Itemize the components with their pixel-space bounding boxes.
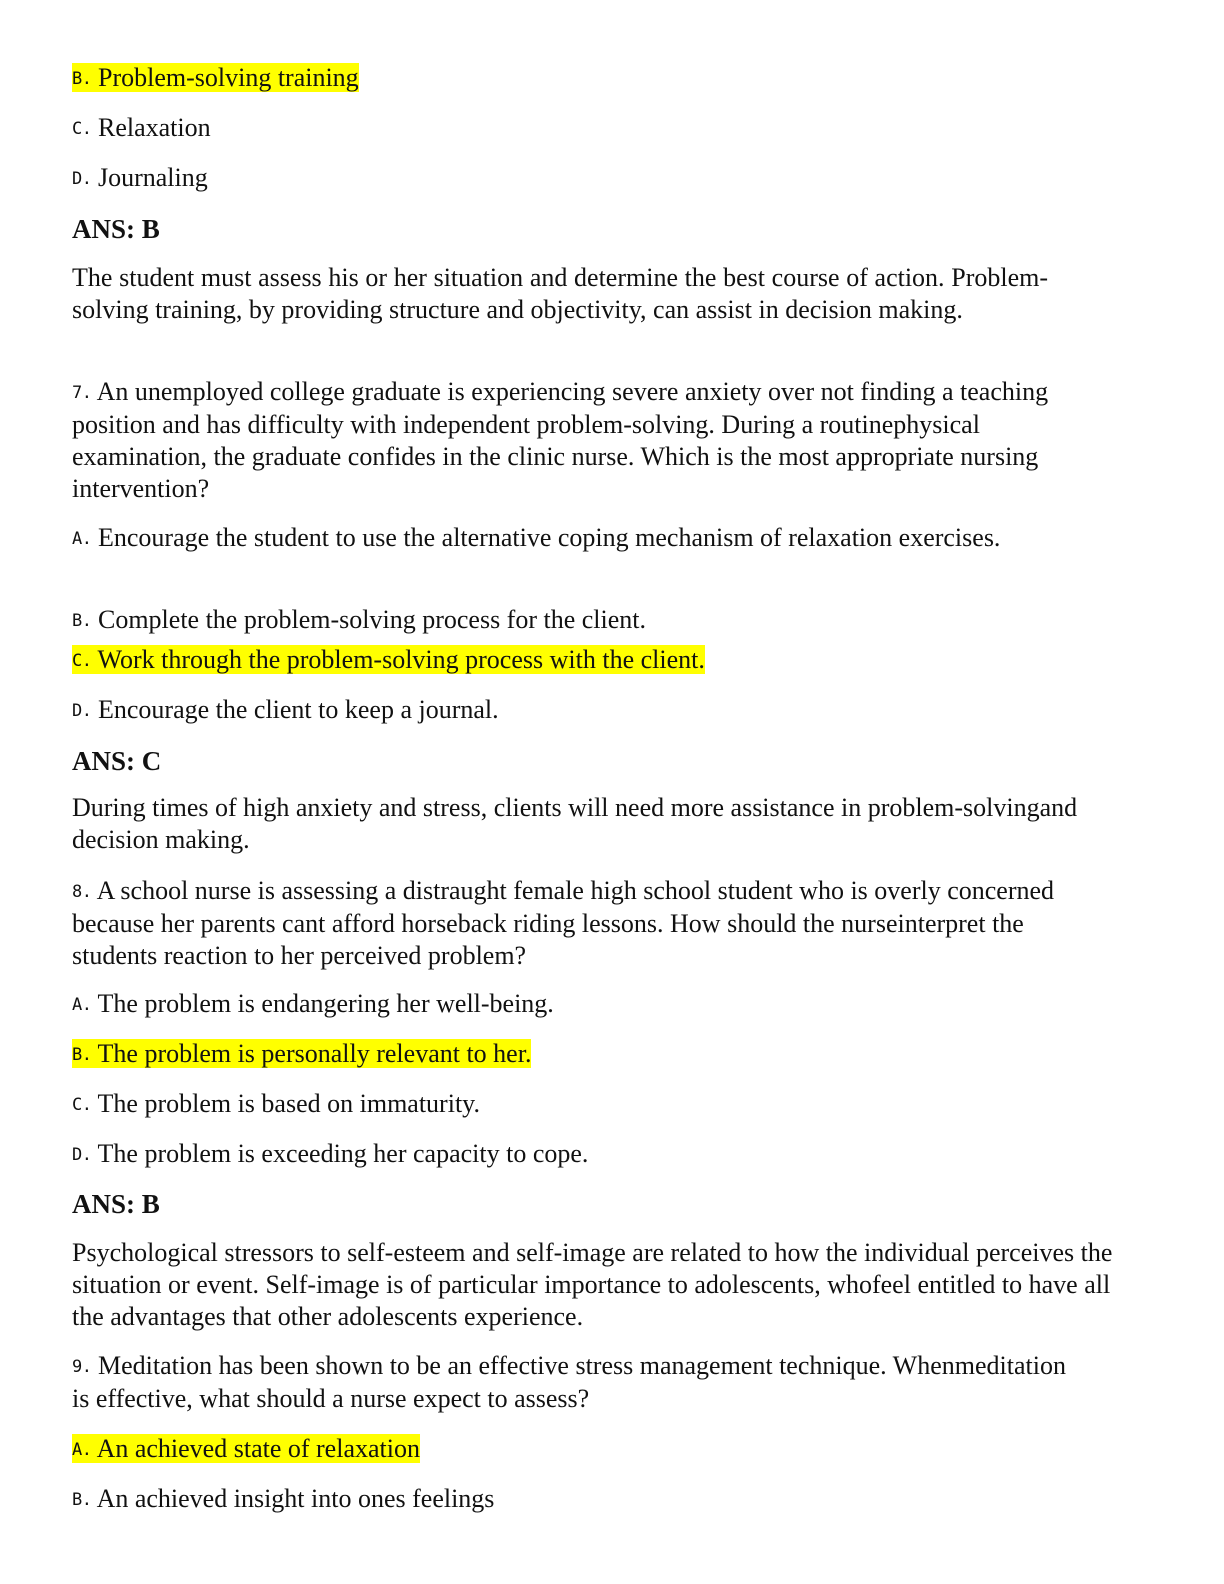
- option-label: A.: [72, 529, 92, 549]
- q8-option-b: [72, 1038, 531, 1071]
- option-text: Work through the problem-solving process with the client.: [97, 645, 705, 674]
- option-label: B.: [72, 1045, 92, 1065]
- option-text: An achieved state of relaxation: [96, 1434, 420, 1463]
- q8-option-d: [72, 1138, 588, 1171]
- q6-option-b: [72, 62, 359, 95]
- option-text: Relaxation: [97, 113, 211, 142]
- q7-stem: [72, 376, 1072, 505]
- option-label: C.: [72, 1095, 92, 1115]
- q8-option-a: [72, 988, 554, 1021]
- question-text: Meditation has been shown to be an effective stress management technique. Whenmeditation is effective, what should a nurse expect to assess?: [72, 1351, 1066, 1413]
- q9-option-a: [72, 1433, 420, 1466]
- option-text: Encourage the student to use the alternative coping mechanism of relaxation exercises.: [97, 523, 1001, 552]
- option-text: An achieved insight into ones feelings: [96, 1484, 495, 1513]
- q9-option-b: [72, 1483, 494, 1516]
- question-number: 8.: [72, 882, 92, 902]
- option-label: D.: [72, 1145, 92, 1165]
- option-label: C.: [72, 119, 92, 139]
- q7-option-a: [72, 522, 1102, 555]
- option-text: Encourage the client to keep a journal.: [97, 695, 499, 724]
- question-text: An unemployed college graduate is experiencing severe anxiety over not finding a teaching position and has difficulty with independent problem-solving. During a routinephysical examination, the graduate confides in the clinic nurse. Which is the most appropriate nursing intervention?: [72, 377, 1049, 503]
- option-label: C.: [72, 651, 92, 671]
- option-label: B.: [72, 1490, 92, 1510]
- option-text: The problem is endangering her well-being.: [97, 989, 554, 1018]
- q8-answer: ANS: B: [72, 1189, 160, 1219]
- option-label: B.: [72, 611, 92, 631]
- q7-option-b: [72, 604, 646, 637]
- q6-option-d: [72, 162, 208, 195]
- q7-rationale: During times of high anxiety and stress, clients will need more assistance in problem-solvingand decision making.: [72, 793, 1078, 854]
- option-text: Problem-solving training: [97, 63, 359, 92]
- question-number: 7.: [72, 383, 92, 403]
- option-label: B.: [72, 69, 92, 89]
- option-text: The problem is personally relevant to her.: [97, 1039, 532, 1068]
- q8-rationale: Psychological stressors to self-esteem and self-image are related to how the individual perceives the situation or event. Self-image is of particular importance to adolescents, whofeel entitled to have all the advantages that other adolescents experience.: [72, 1238, 1113, 1331]
- option-label: D.: [72, 169, 92, 189]
- q9-stem: [72, 1350, 1072, 1415]
- option-text: The problem is based on immaturity.: [97, 1089, 480, 1118]
- q7-option-d: [72, 694, 499, 727]
- q7-answer: ANS: C: [72, 746, 162, 776]
- option-text: The problem is exceeding her capacity to cope.: [97, 1139, 589, 1168]
- q8-stem: [72, 875, 1082, 972]
- option-label: A.: [72, 995, 92, 1015]
- q8-option-c: [72, 1088, 480, 1121]
- q6-option-c: [72, 112, 211, 145]
- option-label: D.: [72, 701, 92, 721]
- option-label: A.: [72, 1440, 92, 1460]
- option-text: Complete the problem-solving process for the client.: [97, 605, 647, 634]
- option-text: Journaling: [97, 163, 208, 192]
- q7-option-c: [72, 644, 705, 677]
- question-text: A school nurse is assessing a distraught female high school student who is overly concerned because her parents cant afford horseback riding lessons. How should the nurseinterpret the students reaction to her perceived problem?: [72, 876, 1055, 970]
- q6-answer: ANS: B: [72, 214, 160, 244]
- q6-rationale: The student must assess his or her situation and determine the best course of action. Problem-solving training, by providing structure and objectivity, can assist in decision making.: [72, 263, 1048, 324]
- question-number: 9.: [72, 1357, 92, 1377]
